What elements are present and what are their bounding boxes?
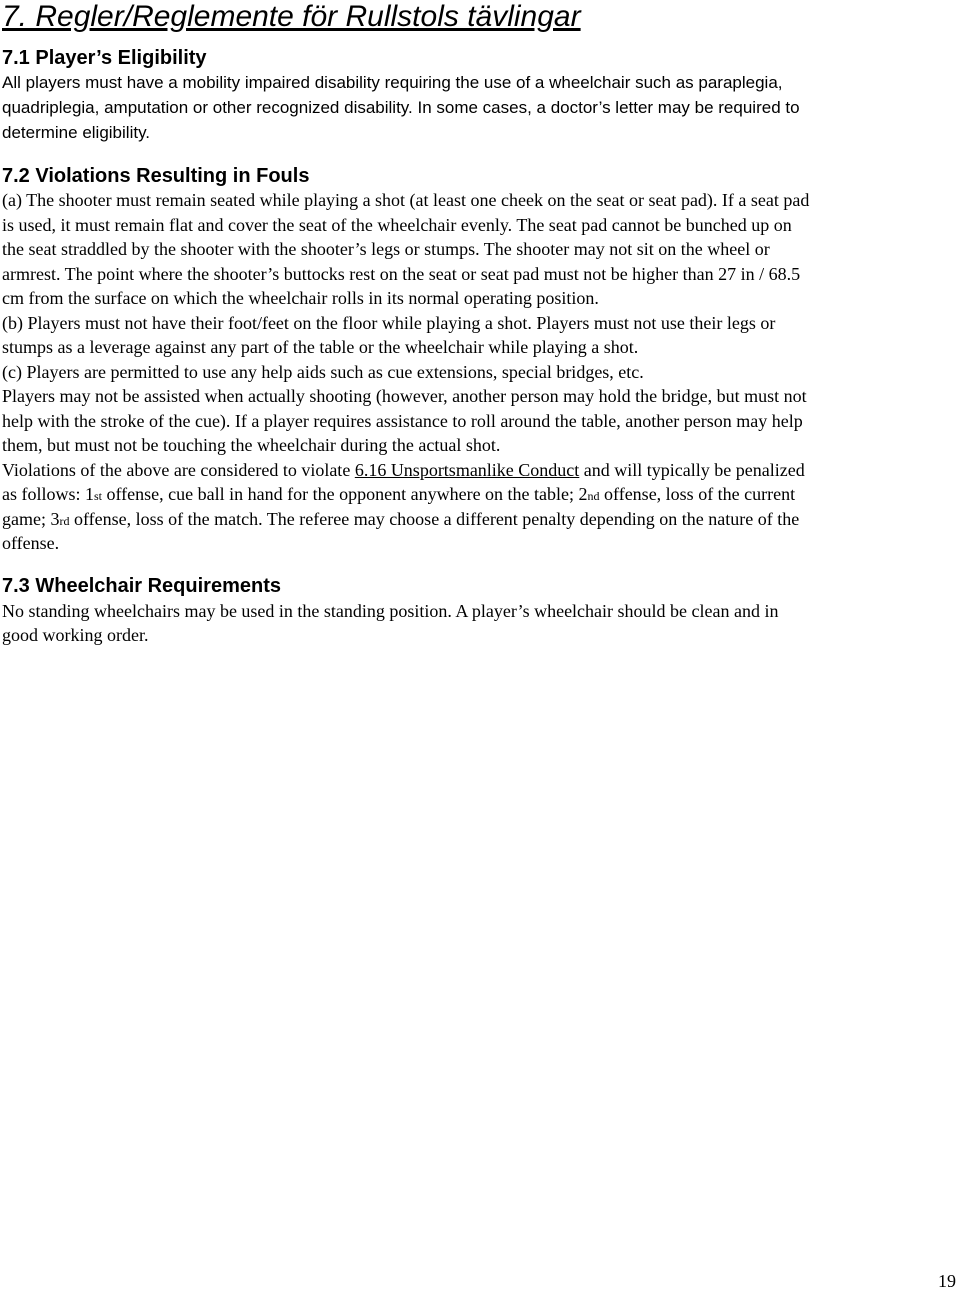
ordinal-suffix: nd <box>587 489 600 503</box>
text-span: offense, loss of the match. The referee may choose a different penalty depending on the nature of the <box>69 509 800 529</box>
text-line: cm from the surface on which the wheelchair rolls in its normal operating position. <box>2 288 599 308</box>
text-line <box>2 458 805 482</box>
text-line <box>2 482 795 508</box>
text-line: (a) The shooter must remain seated while playing a shot (at least one cheek on the seat or seat pad). If a seat pad <box>2 190 810 210</box>
text-line: the seat straddled by the shooter with the shooter’s legs or stumps. The shooter may not sit on the wheel or <box>2 239 770 259</box>
text-span: game; 3 <box>2 509 60 529</box>
ordinal-suffix: rd <box>59 514 70 528</box>
heading-7-3: 7.3 Wheelchair Requirements <box>2 575 281 597</box>
text-line: (c) Players are permitted to use any help aids such as cue extensions, special bridges, etc. <box>2 362 644 382</box>
text-line: All players must have a mobility impaired disability requiring the use of a wheelchair such as paraplegia, <box>2 73 783 92</box>
unsportsmanlike-conduct-link[interactable]: 6.16 Unsportsmanlike Conduct <box>354 460 580 480</box>
text-line: is used, it must remain flat and cover the seat of the wheelchair evenly. The seat pad cannot be bunched up on <box>2 215 792 235</box>
text-line: Players may not be assisted when actually shooting (however, another person may hold the bridge, but must not <box>2 386 807 406</box>
heading-7-2: 7.2 Violations Resulting in Fouls <box>2 165 310 187</box>
text-line: determine eligibility. <box>2 123 151 142</box>
text-line: good working order. <box>2 625 149 645</box>
text-line: help with the stroke of the cue). If a player requires assistance to roll around the table, another person may help <box>2 411 803 431</box>
text-line: quadriplegia, amputation or other recognized disability. In some cases, a doctor’s letter may be required to <box>2 98 800 117</box>
text-line: (b) Players must not have their foot/feet on the floor while playing a shot. Players must not use their legs or <box>2 313 776 333</box>
text-line: stumps as a leverage against any part of the table or the wheelchair while playing a shot. <box>2 337 639 357</box>
text-span: offense, loss of the current <box>599 484 796 504</box>
text-line: No standing wheelchairs may be used in the standing position. A player’s wheelchair should be clean and in <box>2 601 779 621</box>
text-line: them, but must not be touching the wheelchair during the actual shot. <box>2 435 501 455</box>
heading-7-1: 7.1 Player’s Eligibility <box>2 47 207 69</box>
ordinal-suffix: st <box>94 489 103 503</box>
text-line: armrest. The point where the shooter’s buttocks rest on the seat or seat pad must not be higher than 27 in / 68.5 <box>2 264 801 284</box>
text-line: offense. <box>2 533 60 553</box>
text-line <box>2 507 799 533</box>
text-span: offense, cue ball in hand for the opponent anywhere on the table; 2 <box>102 484 588 504</box>
page-number: 19 <box>938 1271 956 1291</box>
text-span: Violations of the above are considered to violate <box>2 460 355 480</box>
text-span: and will typically be penalized <box>579 460 805 480</box>
page-title: 7. Regler/Reglemente för Rullstols tävlingar <box>2 0 581 33</box>
text-span: as follows: 1 <box>2 484 94 504</box>
